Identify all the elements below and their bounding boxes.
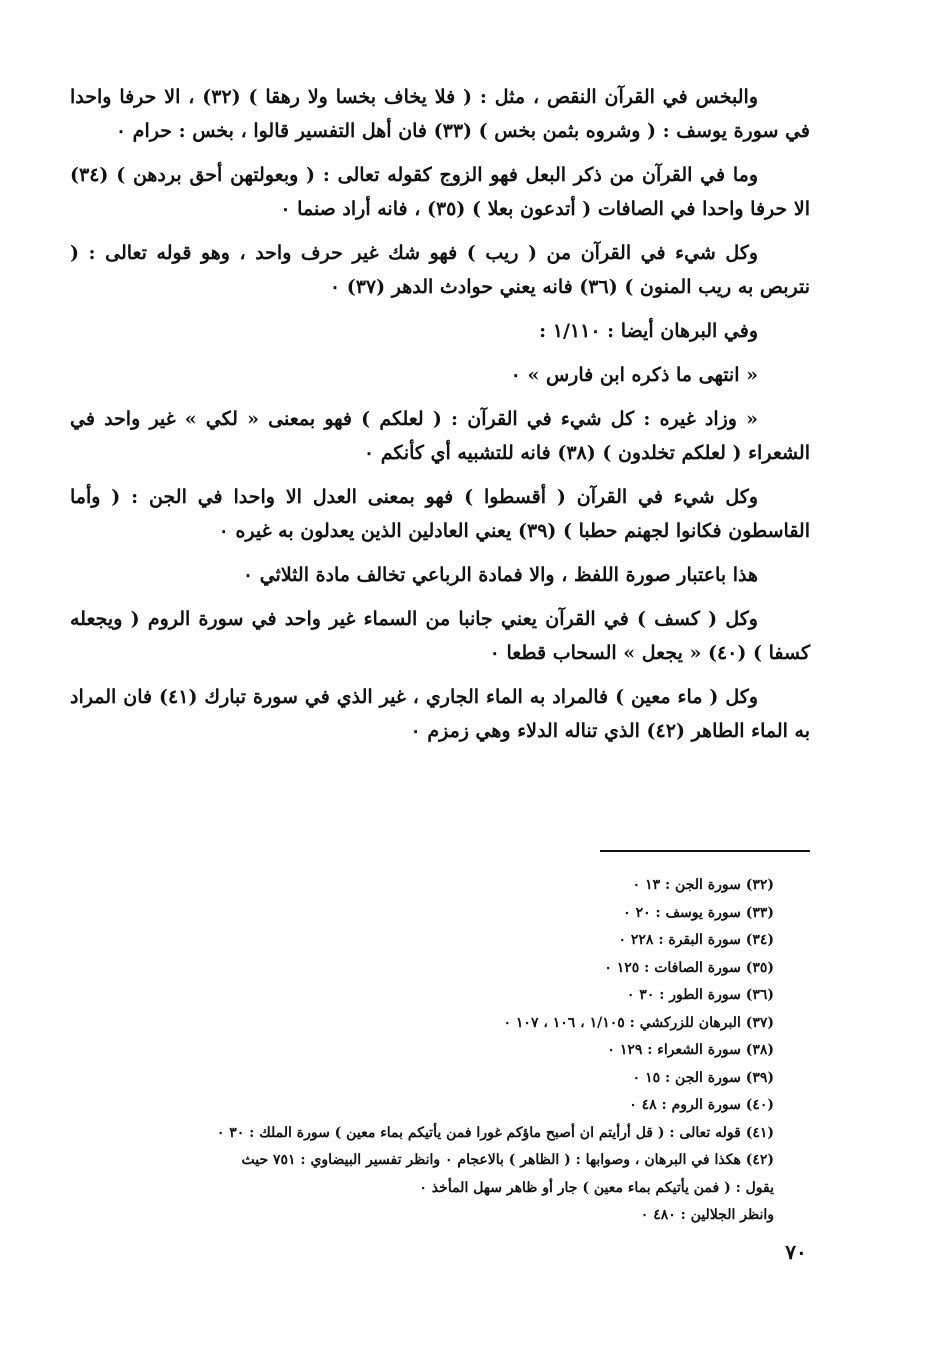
paragraph-burhan-ref: وفي البرهان أيضا : ١/١١٠ : [539,320,758,342]
paragraph-kisf: وكل ( كسف ) في القرآن يعني جانبا من السماء غير واحد في سورة الروم ( ويجعله كسفا ) (٤٠) « يجعل » السحاب قطعا ٠ [70,608,810,664]
footnote-37: (٣٧) البرهان للزركشي : ١/١٠٥ ، ١٠٦ ، ١٠٧ ٠ [503,1014,774,1031]
footnote-35: (٣٥) سورة الصافات : ١٢٥ ٠ [604,959,774,976]
footnote-42-continued: يقول : ( فمن يأتيكم بماء معين ) جار أو ظاهر سهل المأخذ ٠ [419,1179,774,1196]
footnote-34: (٣٤) سورة البقرة : ٢٢٨ ٠ [618,932,774,948]
main-text [70,80,810,758]
footnote-42: (٤٢) هكذا في البرهان ، وصوابها : ( الظاهر ) بالاعجام ٠ وانظر تفسير البيضاوي : ٧٥١ حيث [241,1152,774,1168]
paragraph-ibn-faris: « انتهى ما ذكره ابن فارس » ٠ [510,364,758,386]
footnote-32: (٣٢) سورة الجن : ١٣ ٠ [632,877,774,893]
footnote-33: (٣٣) سورة يوسف : ٢٠ ٠ [623,904,774,921]
footnote-41: (٤١) قوله تعالى : ( قل أرأيتم ان أصبح ماؤكم غورا فمن يأتيكم بماء معين ) سورة الملك : ٣٠ ٠ [216,1124,774,1141]
footnote-38: (٣٨) سورة الشعراء : ١٢٩ ٠ [607,1042,774,1058]
footnote-39: (٣٩) سورة الجن : ١٥ ٠ [632,1069,774,1086]
footnotes [60,872,774,1230]
footnote-36: (٣٦) سورة الطور : ٣٠ ٠ [626,987,774,1003]
footnote-40: (٤٠) سورة الروم : ٤٨ ٠ [629,1097,774,1113]
paragraph-maa-maeen: وكل ( ماء معين ) فالمراد به الماء الجاري ، غير الذي في سورة تبارك (٤١) فان المراد به الماء الطاهر (٤٢) الذي تناله الدلاء وهي زمزم ٠ [70,686,810,742]
paragraph-baal: وما في القرآن من ذكر البعل فهو الزوج كقوله تعالى : ( وبعولتهن أحق بردهن ) (٣٤) الا حرفا واحدا في الصافات ( أتدعون بعلا ) (٣٥) ، فانه أراد صنما ٠ [70,164,810,220]
paragraph-aqsitu: وكل شيء في القرآن ( أقسطوا ) فهو بمعنى العدل الا واحدا في الجن : ( وأما القاسطون فكانوا لجهنم حطبا ) (٣٩) يعني العادلين الذين يعدلون به غيره ٠ [70,486,810,542]
paragraph-bakhs: والبخس في القرآن النقص ، مثل : ( فلا يخاف بخسا ولا رهقا ) (٣٢) ، الا حرفا واحدا في سورة يوسف : ( وشروه بثمن بخس ) (٣٣) فان أهل التفسير قالوا ، بخس : حرام ٠ [70,86,810,142]
paragraph-ruba-i: هذا باعتبار صورة اللفظ ، والا فمادة الرباعي تخالف مادة الثلاثي ٠ [242,564,758,586]
paragraph-rayb: وكل شيء في القرآن من ( ريب ) فهو شك غير حرف واحد ، وهو قوله تعالى : ( نتربص به ريب المنون ) (٣٦) فانه يعني حوادث الدهر (٣٧) ٠ [70,242,810,298]
paragraph-laallakum: « وزاد غيره : كل شيء في القرآن : ( لعلكم ) فهو بمعنى « لكي » غير واحد في الشعراء ( لعلكم تخلدون ) (٣٨) فانه للتشبيه أي كأنكم ٠ [70,408,810,464]
footnote-42-jalalayn: وانظر الجلالين : ٤٨٠ ٠ [640,1207,774,1223]
footnote-separator [600,850,810,852]
page-number: ٧٠ [785,1240,807,1264]
